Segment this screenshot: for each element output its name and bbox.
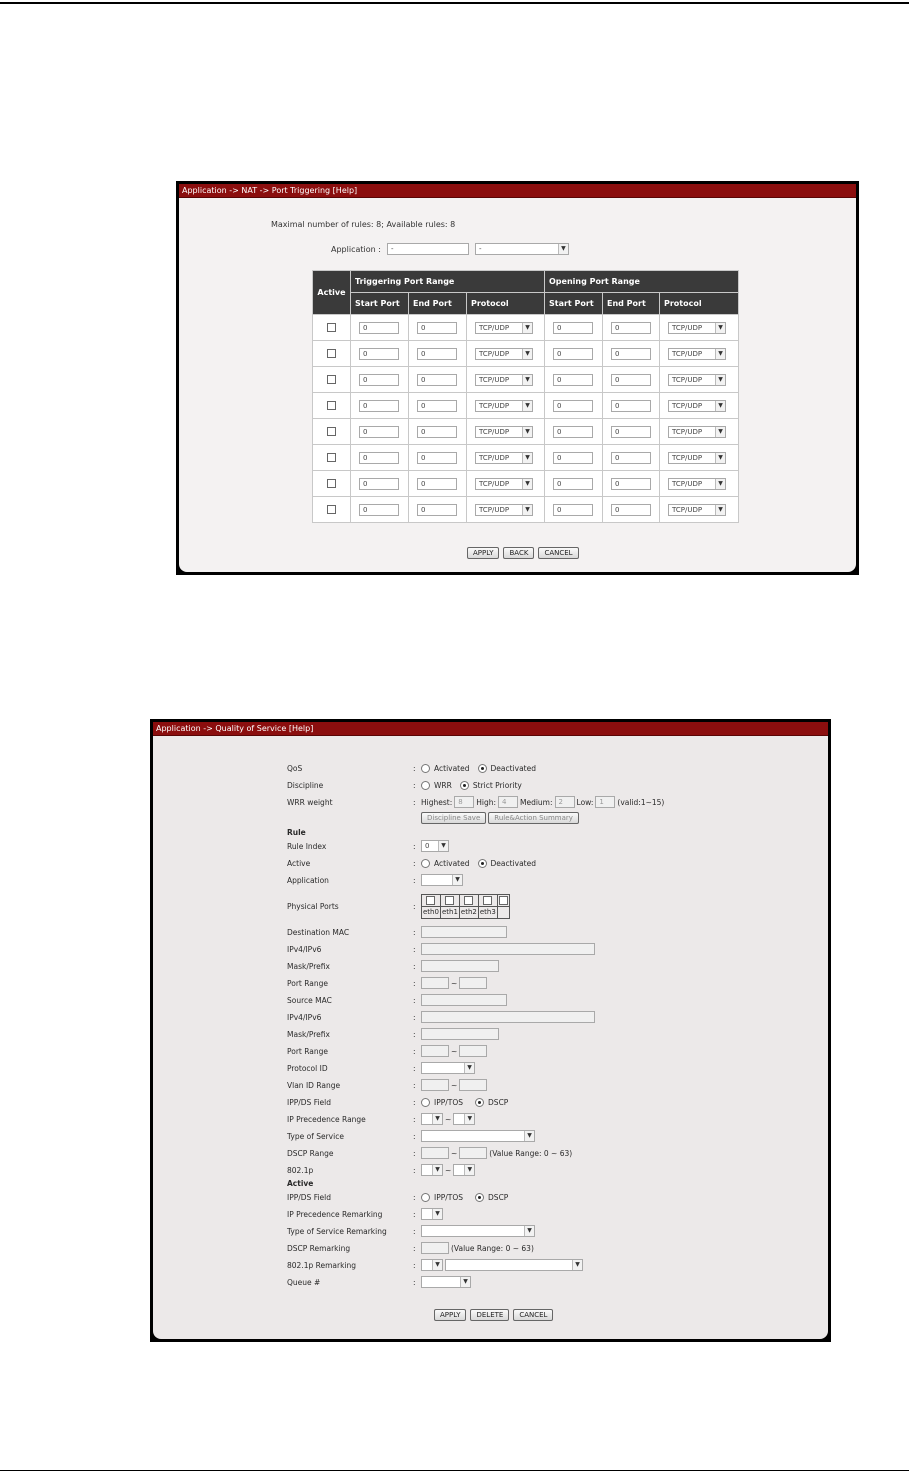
port-triggering-rows [313,315,739,523]
header-opening-port-range: Opening Port Range [545,271,739,293]
trigger-protocol-select[interactable]: TCP/UDP ▼ [475,504,533,516]
port-triggering-title[interactable]: Application -> NAT -> Port Triggering [Help] [182,186,358,195]
max-rules-text: Maximal number of rules: 8; Available rules: 8 [271,220,456,229]
chevron-down-icon: ▼ [522,427,532,437]
open-end-port-input[interactable]: 0 [611,452,651,464]
open-protocol-select[interactable]: TCP/UDP ▼ [668,400,726,412]
ip-precedence-remarking-select[interactable] [421,1208,443,1220]
application-label: Application : [331,244,381,254]
source-mac-label: Source MAC [287,995,332,1005]
trigger-end-port-input[interactable]: 0 [417,478,457,490]
open-start-port-input[interactable]: 0 [553,478,593,490]
rule-active-label: Active [287,858,311,868]
trigger-start-port-input[interactable]: 0 [359,348,399,360]
wrr-weight-label: WRR weight [287,797,333,807]
rule-deactivated-radio[interactable] [478,859,487,868]
chevron-down-icon: ▼ [464,1114,474,1124]
wrr-high-input[interactable]: 4 [498,796,518,808]
table-row [313,419,739,445]
dscp-remarking-input[interactable] [421,1242,449,1254]
chevron-down-icon: ▼ [432,1260,442,1270]
cancel-button[interactable]: CANCEL [538,547,578,559]
table-row [313,393,739,419]
trigger-end-port-input[interactable]: 0 [417,322,457,334]
open-end-port-input[interactable]: 0 [611,478,651,490]
application-row [331,243,569,255]
type-of-service-label: Type of Service [287,1131,344,1141]
open-protocol-select[interactable]: TCP/UDP ▼ [668,452,726,464]
port-eth1-label: eth1 [441,908,458,916]
qos-buttons [434,1309,553,1321]
strict-priority-radio[interactable] [460,781,469,790]
open-start-port-input[interactable]: 0 [553,374,593,386]
chevron-down-icon: ▼ [715,505,725,515]
queue-label: Queue # [287,1277,321,1287]
remark-dscp-radio[interactable] [475,1193,484,1202]
open-start-port-input[interactable]: 0 [553,452,593,464]
rule-active-checkbox[interactable] [327,375,336,384]
chevron-down-icon: ▼ [522,401,532,411]
trigger-protocol-select[interactable]: TCP/UDP ▼ [475,322,533,334]
port-eth1-checkbox[interactable] [445,896,454,905]
dest-port-range-label: Port Range [287,978,329,988]
chevron-down-icon: ▼ [524,1131,534,1141]
dscp-range-label: DSCP Range [287,1148,334,1158]
rule-index-select[interactable]: 0 ▼ [421,840,449,852]
dscp-remarking-hint: (Value Range: 0 ~ 63) [451,1243,534,1253]
chevron-down-icon: ▼ [715,453,725,463]
chevron-down-icon: ▼ [464,1165,474,1175]
open-protocol-select[interactable]: TCP/UDP ▼ [668,426,726,438]
trigger-protocol-select[interactable]: TCP/UDP ▼ [475,426,533,438]
dscp-range-hint: (Value Range: 0 ~ 63) [489,1148,573,1158]
chevron-down-icon: ▼ [432,1114,442,1124]
table-row [313,367,739,393]
qos-application-label: Application [287,875,329,885]
table-row [313,471,739,497]
dest-ip-input[interactable] [421,943,595,955]
port-triggering-table [312,270,739,523]
src-ip-input[interactable] [421,1011,595,1023]
vlan-id-start-input[interactable] [421,1079,449,1091]
src-port-range-label: Port Range [287,1046,329,1056]
port-triggering-window [176,181,859,575]
protocol-id-label: Protocol ID [287,1063,328,1073]
ipp-tos-radio[interactable] [421,1098,430,1107]
rule-heading: Rule [287,828,306,837]
open-protocol-select[interactable]: TCP/UDP ▼ [668,504,726,516]
p8021p-remarking-desc-select[interactable] [445,1259,583,1271]
port-eth3-label: eth3 [479,908,496,916]
trigger-end-port-input[interactable]: 0 [417,400,457,412]
vlan-id-end-input[interactable] [459,1079,487,1091]
p8021p-end-select[interactable] [453,1164,475,1176]
open-end-port-input[interactable]: 0 [611,322,651,334]
application-select-value: - [478,245,482,253]
chevron-down-icon: ▼ [572,1260,582,1270]
trigger-end-port-input[interactable]: 0 [417,452,457,464]
discipline-save-button[interactable]: Discipline Save [421,812,486,824]
trigger-protocol-select[interactable]: TCP/UDP ▼ [475,374,533,386]
physical-ports-label: Physical Ports [287,901,339,911]
ip-precedence-remarking-label: IP Precedence Remarking [287,1209,383,1219]
open-start-port-input[interactable]: 0 [553,426,593,438]
page-bottom-rule [0,1470,909,1471]
chevron-down-icon: ▼ [522,453,532,463]
tos-remarking-select[interactable] [421,1225,535,1237]
dest-mask-label: Mask/Prefix [287,961,330,971]
dscp-radio[interactable] [475,1098,484,1107]
trigger-protocol-select[interactable]: TCP/UDP ▼ [475,348,533,360]
trigger-start-port-input[interactable]: 0 [359,426,399,438]
port-eth3-checkbox[interactable] [483,896,492,905]
tos-remarking-label: Type of Service Remarking [287,1226,387,1236]
rule-index-label: Rule Index [287,841,327,851]
open-start-port-input[interactable]: 0 [553,504,593,516]
chevron-down-icon: ▼ [432,1209,442,1219]
dscp-range-start-input[interactable] [421,1147,449,1159]
dest-port-start-input[interactable] [421,977,449,989]
open-start-port-input[interactable]: 0 [553,322,593,334]
p8021p-remarking-select[interactable] [421,1259,443,1271]
page-top-rule [0,2,909,4]
wrr-highest-input[interactable]: 8 [454,796,474,808]
trigger-end-port-input[interactable]: 0 [417,348,457,360]
rule-active-checkbox[interactable] [327,427,336,436]
qos-apply-button[interactable]: APPLY [434,1309,466,1321]
table-row [313,315,739,341]
chevron-down-icon: ▼ [715,375,725,385]
src-mask-input[interactable] [421,1028,499,1040]
chevron-down-icon: ▼ [452,875,462,885]
chevron-down-icon: ▼ [522,505,532,515]
trigger-end-port-input[interactable]: 0 [417,374,457,386]
trigger-start-port-input[interactable]: 0 [359,374,399,386]
action-active-heading: Active [287,1179,314,1188]
ip-precedence-end-select[interactable] [453,1113,475,1125]
chevron-down-icon: ▼ [438,841,448,851]
port-eth0-label: eth0 [423,908,439,916]
chevron-down-icon: ▼ [715,323,725,333]
qos-deactivated-radio[interactable] [478,764,487,773]
qos-delete-button[interactable]: DELETE [470,1309,509,1321]
chevron-down-icon: ▼ [522,375,532,385]
chevron-down-icon: ▼ [715,401,725,411]
open-protocol-select[interactable]: TCP/UDP ▼ [668,478,726,490]
rule-active-checkbox[interactable] [327,401,336,410]
trigger-start-port-input[interactable]: 0 [359,322,399,334]
header-open-start-port: Start Port [545,293,603,315]
qos-application-select[interactable] [421,874,463,886]
port-extra-checkbox[interactable] [499,896,508,905]
chevron-down-icon: ▼ [522,349,532,359]
wrr-medium-input[interactable]: 2 [555,796,575,808]
table-row [313,341,739,367]
open-protocol-select[interactable]: TCP/UDP ▼ [668,348,726,360]
ip-precedence-start-select[interactable] [421,1113,443,1125]
apply-button[interactable]: APPLY [467,547,499,559]
header-open-end-port: End Port [603,293,660,315]
rule-action-summary-button[interactable]: Rule&Action Summary [488,812,579,824]
back-button[interactable]: BACK [503,547,534,559]
header-open-protocol: Protocol [660,293,739,315]
trigger-protocol-select[interactable]: TCP/UDP ▼ [475,452,533,464]
header-triggering-port-range: Triggering Port Range [351,271,545,293]
trigger-protocol-select[interactable]: TCP/UDP ▼ [475,400,533,412]
rule-active-checkbox[interactable] [327,349,336,358]
application-select[interactable] [475,243,569,255]
port-eth0-checkbox[interactable] [426,896,435,905]
port-triggering-titlebar [179,184,856,198]
source-mac-input[interactable] [421,994,507,1006]
chevron-down-icon: ▼ [522,323,532,333]
qos-label: QoS [287,763,303,773]
table-row [313,445,739,471]
chevron-down-icon: ▼ [432,1165,442,1175]
trigger-start-port-input[interactable]: 0 [359,452,399,464]
qos-panel: Application -> Quality of Service [Help] QoS : Activated Deactivated Discipline : WRR Strict Priority WRR weight : Highest: 8 High: 4 Medium: 2 Low: 1 (valid:1~15) Discipline Save Rule&Action Summary Rule Rule Index : 0 ▼ Active : Activated Deactivated Application : ▼ Physical Ports : eth0 eth1 eth2 eth3 Destination MAC : IPv4/IPv6 : Mask/Prefix : Port Range : ~ Source MAC : IPv4/IPv6 : Mask/Prefix : Port Range : ~ Protocol ID : ▼ Vlan ID Range : ~ IPP/DS Field : IPP/TOS DSCP IP Precedence Range : ▼ ~ ▼ Type of Service : ▼ DSCP Range : ~ (Value Range: 0 ~ 63) 802.1p : ▼ ~ ▼ Active IPP/DS Field : IPP/TOS DSCP IP Precedence Remarking : ▼ Type of Service Remarking : ▼ DSCP Remarking : (Value Range: 0 ~ 63) 802.1p Remarking : ▼ ▼ Queue # : ▼ APPLY DELETE CANCEL [153,722,828,1339]
wrr-low-input[interactable]: 1 [595,796,615,808]
open-protocol-select[interactable]: TCP/UDP ▼ [668,322,726,334]
header-trigger-end-port: End Port [409,293,467,315]
dscp-range-end-input[interactable] [459,1147,487,1159]
qos-titlebar [153,722,828,736]
open-start-port-input[interactable]: 0 [553,400,593,412]
port-triggering-buttons [467,547,579,559]
protocol-id-select[interactable] [421,1062,475,1074]
open-start-port-input[interactable]: 0 [553,348,593,360]
physical-ports-table [421,894,510,919]
trigger-start-port-input[interactable]: 0 [359,478,399,490]
p8021p-remarking-label: 802.1p Remarking [287,1260,357,1270]
open-end-port-input[interactable]: 0 [611,400,651,412]
rule-activated-radio[interactable] [421,859,430,868]
rule-active-checkbox[interactable] [327,453,336,462]
chevron-down-icon: ▼ [558,244,568,254]
qos-window [150,719,831,1342]
rule-active-checkbox[interactable] [327,479,336,488]
chevron-down-icon: ▼ [524,1226,534,1236]
open-end-port-input[interactable]: 0 [611,348,651,360]
wrr-radio[interactable] [421,781,430,790]
ipp-ds-field-label: IPP/DS Field [287,1097,332,1107]
qos-activated-radio[interactable] [421,764,430,773]
table-row [313,497,739,523]
dscp-remarking-label: DSCP Remarking [287,1243,351,1253]
port-eth2-checkbox[interactable] [464,896,473,905]
open-end-port-input[interactable]: 0 [611,374,651,386]
qos-cancel-button[interactable]: CANCEL [513,1309,553,1321]
trigger-end-port-input[interactable]: 0 [417,426,457,438]
vlan-id-range-label: Vlan ID Range [287,1080,341,1090]
header-active: Active [313,271,351,315]
type-of-service-select[interactable] [421,1130,535,1142]
src-port-start-input[interactable] [421,1045,449,1057]
open-end-port-input[interactable]: 0 [611,426,651,438]
discipline-label: Discipline [287,780,324,790]
header-trigger-protocol: Protocol [467,293,545,315]
chevron-down-icon: ▼ [715,349,725,359]
trigger-start-port-input[interactable]: 0 [359,400,399,412]
trigger-end-port-input[interactable]: 0 [417,504,457,516]
remark-ipp-tos-radio[interactable] [421,1193,430,1202]
dest-ip-label: IPv4/IPv6 [287,944,322,954]
trigger-protocol-select[interactable]: TCP/UDP ▼ [475,478,533,490]
port-eth2-label: eth2 [460,908,477,916]
ip-precedence-range-label: IP Precedence Range [287,1114,366,1124]
chevron-down-icon: ▼ [715,479,725,489]
destination-mac-label: Destination MAC [287,927,350,937]
destination-mac-input[interactable] [421,926,507,938]
p8021p-label: 802.1p [287,1165,314,1175]
header-trigger-start-port: Start Port [351,293,409,315]
application-input[interactable]: - [387,243,469,255]
rule-active-checkbox[interactable] [327,323,336,332]
open-protocol-select[interactable]: TCP/UDP ▼ [668,374,726,386]
chevron-down-icon: ▼ [464,1063,474,1073]
rule-active-checkbox[interactable] [327,505,336,514]
remark-ipp-ds-field-label: IPP/DS Field [287,1192,332,1202]
chevron-down-icon: ▼ [715,427,725,437]
chevron-down-icon: ▼ [460,1277,470,1287]
p8021p-start-select[interactable] [421,1164,443,1176]
qos-title[interactable]: Application -> Quality of Service [Help] [156,724,314,733]
open-end-port-input[interactable]: 0 [611,504,651,516]
src-mask-label: Mask/Prefix [287,1029,330,1039]
trigger-start-port-input[interactable]: 0 [359,504,399,516]
chevron-down-icon: ▼ [522,479,532,489]
dest-port-end-input[interactable] [459,977,487,989]
port-triggering-panel [179,184,856,572]
src-ip-label: IPv4/IPv6 [287,1012,322,1022]
src-port-end-input[interactable] [459,1045,487,1057]
dest-mask-input[interactable] [421,960,499,972]
queue-select[interactable] [421,1276,471,1288]
